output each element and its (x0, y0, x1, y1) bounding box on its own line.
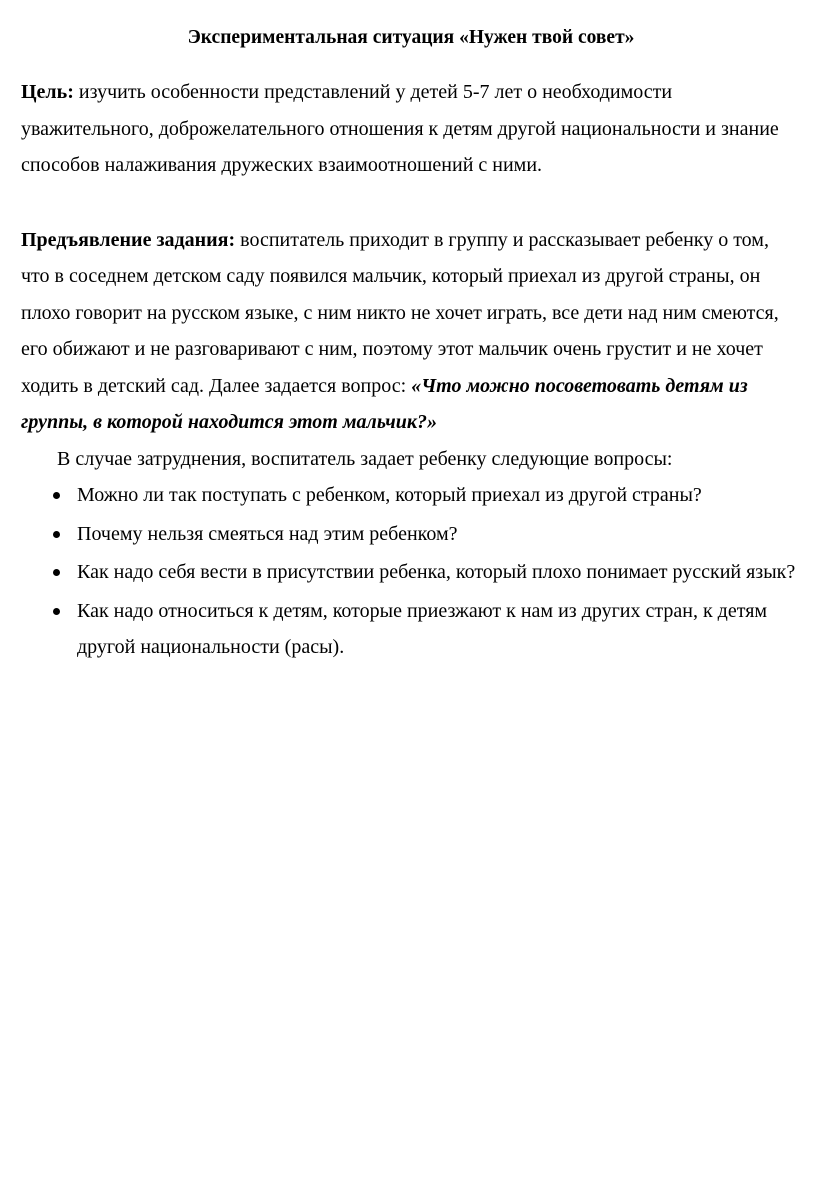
bullet-icon (53, 492, 60, 499)
question-text: Как надо себя вести в присутствии ребенка, который плохо понимает русский язык? (77, 561, 796, 583)
bullet-icon (53, 531, 60, 538)
document-title: Экспериментальная ситуация «Нужен твой совет» (187, 27, 635, 48)
goal-paragraph (21, 74, 801, 184)
bullet-icon (53, 569, 60, 576)
goal-text: изучить особенности представлений у детей 5-7 лет о необходимости уважительного, доброжелательного отношения к детям другой национальности и знание способов налаживания дружеских взаимоотношений с ними. (21, 81, 779, 176)
paragraph-gap (21, 184, 801, 222)
document-page (21, 24, 801, 668)
list-item (21, 477, 801, 514)
bullet-icon (53, 608, 60, 615)
task-text: воспитатель приходит в группу и рассказывает ребенку о том, что в соседнем детском саду появился мальчик, который приехал из другой страны, он плохо говорит на русском языке, с ним никто не хочет играть, все дети над ним смеются, его обижают и не разговаривают с ним, поэтому этот мальчик очень грустит и не хочет ходить в детский сад. Далее задается вопрос: (21, 228, 779, 397)
list-item (21, 554, 801, 591)
task-question: «Что можно посоветовать детям из группы, в которой находится этот мальчик?» (21, 374, 748, 433)
list-item (21, 593, 801, 666)
question-text: Можно ли так поступать с ребенком, который приехал из другой страны? (77, 484, 702, 506)
question-text: Почему нельзя смеяться над этим ребенком? (77, 522, 458, 545)
task-paragraph (21, 222, 801, 441)
questions-list (21, 477, 801, 666)
goal-label: Цель: (21, 81, 74, 103)
task-label: Предъявление задания: (21, 228, 236, 251)
list-item (21, 516, 801, 553)
question-text: Как надо относиться к детям, которые приезжают к нам из других стран, к детям другой национальности (расы). (77, 599, 768, 658)
difficulty-intro: В случае затруднения, воспитатель задает ребенку следующие вопросы: (57, 447, 673, 470)
